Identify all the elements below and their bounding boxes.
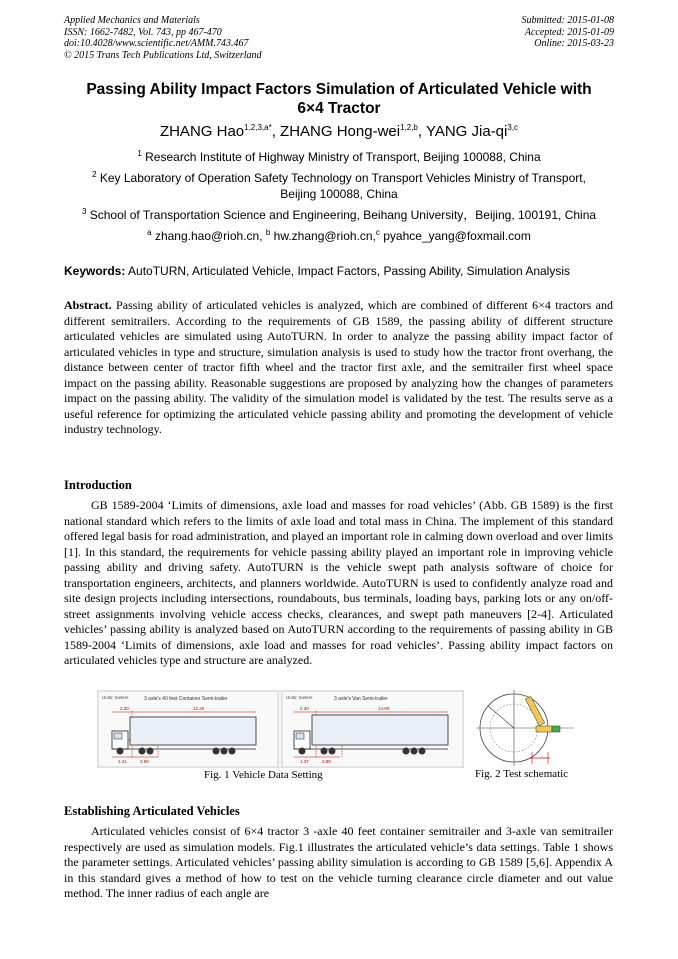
issn-line: ISSN: 1662-7482, Vol. 743, pp 467-470 bbox=[64, 26, 222, 38]
abstract: Abstract. Passing ability of articulated vehicles is analyzed, which are combined of different 6×4 tractors and different semitrailers. According to the requirements of GB 1589, the passing ability of different structure articulated vehicles are simulated using AutoTURN. In order to analyze the passing ability impact factor of articulated vehicles in type and structure, simulation analysis is used to study how the tractor front overhang, the distance between center of tractor fifth wheel and the tractor first axle, and the semitrailer first wheel space impact on the passing ability. Reasonable suggestions are proposed by analyzing how the changes of parameters impact on the passing ability. The validity of the simulation model is validated by the test. The results serve as a useful reference for optimizing the articulated vehicle passing ability and promoting the development of vehicle industry technology. bbox=[64, 298, 613, 436]
dim-label: 2.30 bbox=[120, 706, 129, 711]
establishing-paragraph: Articulated vehicles consist of 6×4 tractor 3 -axle 40 feet container semitrailer and 3-axle van semitrailer respectively are used as simulation models. Fig.1 illustrates the articulated vehicle’s data settings. Table 1 shows the parameter settings. Articulated vehicles’ passing ability simulation is according to GB 1589 [5,6]. Appendix A in this standard gives a method of how to test on the vehicle turning clearance circle diameter and out value method. The inner radius of each angle are bbox=[64, 824, 613, 900]
abstract-label: Abstract. bbox=[64, 298, 112, 312]
dim-label: 3.89 bbox=[322, 759, 331, 764]
journal-header bbox=[64, 15, 262, 61]
left-panel-title: 3 axle's 40 feet Container Semi-trailer bbox=[144, 696, 228, 702]
affiliation-3: $^3$ School of Transportation Science and Engineering, Beihang University，Beijing, 100191, China bbox=[81, 207, 597, 222]
figure-1-caption: Fig. 1 Vehicle Data Setting bbox=[204, 769, 323, 781]
dim-label: 1.41 bbox=[118, 759, 127, 764]
doi-line: doi:10.4028/www.scientific.net/AMM.743.467 bbox=[64, 38, 249, 49]
right-panel-title: 3 axle's Van Semi-trailer bbox=[334, 696, 388, 702]
dim-label: 1.37 bbox=[300, 759, 309, 764]
submitted-date: Submitted: 2015-01-08 bbox=[521, 15, 614, 26]
author-name: ZHANG Hong-wei bbox=[280, 123, 401, 140]
paper-title: Passing Ability Impact Factors Simulation of Articulated Vehicle with 6×4 Tractor bbox=[86, 81, 592, 117]
container-truck-drawing bbox=[112, 717, 256, 755]
email-link[interactable]: pyahce_yang@foxmail.com bbox=[379, 229, 531, 243]
dim-label: 3.98 bbox=[140, 759, 149, 764]
figure-2-caption: Fig. 2 Test schematic bbox=[475, 768, 569, 780]
affiliation-2: $^2$ Key Laboratory of Operation Safety Technology on Transport Vehicles Ministry of Transport, Beijing 100088, China bbox=[92, 170, 586, 201]
left-units-label: Units: meters bbox=[102, 695, 129, 700]
figure-2-test-schematic bbox=[474, 688, 579, 768]
section-heading-introduction: Introduction bbox=[64, 478, 132, 492]
affiliation-1: $^1$ Research Institute of Highway Ministry of Transport, Beijing 100088, China bbox=[137, 149, 541, 164]
dates-header bbox=[522, 15, 615, 50]
copyright-line: © 2015 Trans Tech Publications Ltd, Switzerland bbox=[64, 49, 262, 61]
figure-1-vehicle-data bbox=[97, 690, 464, 768]
author-name: YANG Jia-qi bbox=[425, 123, 508, 140]
keywords: Keywords: AutoTURN, Articulated Vehicle, Impact Factors, Passing Ability, Simulation Analysis bbox=[64, 264, 570, 278]
email-link[interactable]: zhang.hao@rioh.cn, bbox=[154, 229, 266, 243]
author-emails: $^a$ zhang.hao@rioh.cn, $^b$ hw.zhang@rioh.cn,$^c$ pyahce_yang@foxmail.com bbox=[147, 228, 531, 243]
email-link[interactable]: hw.zhang@rioh.cn, bbox=[273, 229, 376, 243]
keywords-label: Keywords: bbox=[64, 264, 126, 278]
introduction-paragraph: GB 1589-2004 ‘Limits of dimensions, axle load and masses for road vehicles’ (Abb. GB 1589) is the first national standard which refers to the limits of axle load and total mass in China. The implement of this standard offered legal basis for road administration, and played an important role in calming down overload and over limits [1]. In this standard, the requirements for vehicle passing ability played an important role in improving vehicle passing ability and driving safety. AutoTURN is the vehicle swept path analysis software of choice for transportation engineers, architects, and planners worldwide. AutoTURN is used to confidently analyze road and site design projects including intersections, roundabouts, bus terminals, loading bays, parking lots or any on/off-street assignments involving vehicle access checks, clearances, and swept path maneuvers [2-4]. Articulated vehicles’ passing ability is analyzed based on AutoTURN according to the requirements of passing ability in GB 1589-2004 ‘Limits of dimensions, axle load and masses for road vehicles’. Passing ability impact factors on articulated vehicles type and structure are analyzed. bbox=[64, 498, 613, 667]
section-heading-establishing: Establishing Articulated Vehicles bbox=[64, 804, 240, 818]
online-date: Online: 2015-03-23 bbox=[534, 38, 614, 49]
accepted-date: Accepted: 2015-01-09 bbox=[524, 26, 614, 38]
dim-label: 2.30 bbox=[300, 706, 309, 711]
journal-name: Applied Mechanics and Materials bbox=[64, 15, 200, 26]
author-list: ZHANG Hao$^{1,2,3,a*}$, ZHANG Hong-wei$^{1,2,b}$, YANG Jia-qi$^{3,c}$ bbox=[159, 123, 519, 140]
dim-label: 12.40 bbox=[193, 706, 205, 711]
dim-label: 14.00 bbox=[378, 706, 390, 711]
right-units-label: Units: meters bbox=[286, 695, 313, 700]
author-name: ZHANG Hao bbox=[159, 123, 245, 140]
